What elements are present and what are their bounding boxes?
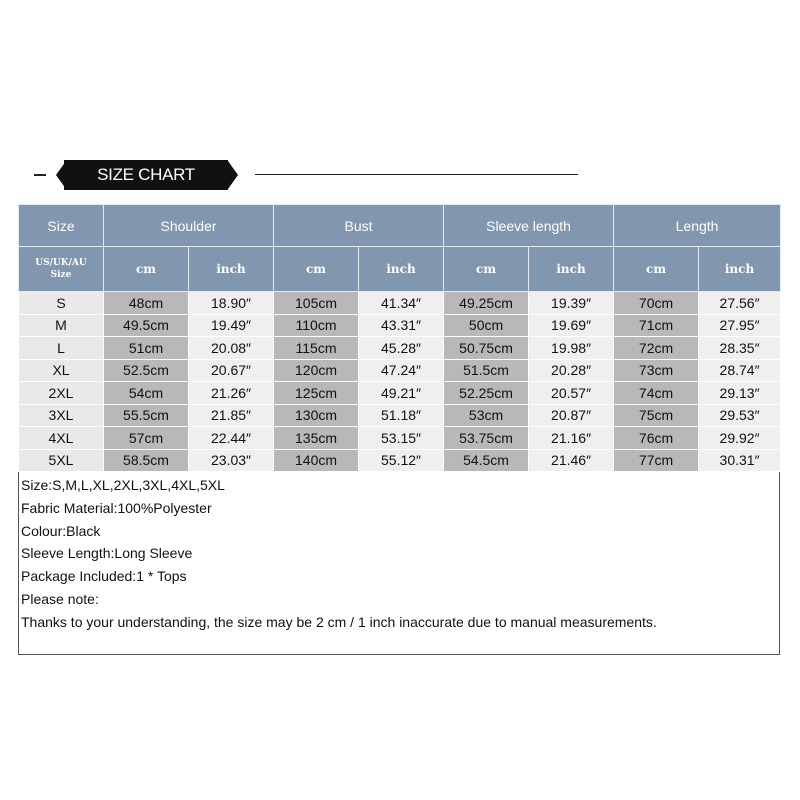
cell-length-inch: 28.35″	[699, 337, 781, 360]
unit-sleeve-inch: inch	[529, 247, 614, 292]
group-header-row	[19, 205, 781, 247]
cell-sleeve-cm: 51.5cm	[444, 359, 529, 382]
cell-bust-inch: 55.12″	[359, 449, 444, 472]
cell-size: 5XL	[19, 449, 104, 472]
cell-length-cm: 77cm	[614, 449, 699, 472]
banner-rule	[255, 174, 578, 175]
cell-shoulder-inch: 22.44″	[189, 427, 274, 450]
cell-length-cm: 72cm	[614, 337, 699, 360]
cell-bust-inch: 41.34″	[359, 292, 444, 315]
cell-bust-inch: 53.15″	[359, 427, 444, 450]
table-row	[19, 404, 781, 427]
cell-length-cm: 70cm	[614, 292, 699, 315]
cell-sleeve-inch: 20.28″	[529, 359, 614, 382]
region-label-line2: Size	[50, 270, 72, 280]
unit-header-row	[19, 247, 781, 292]
cell-sleeve-inch: 19.69″	[529, 314, 614, 337]
cell-size: 3XL	[19, 404, 104, 427]
table-row	[19, 337, 781, 360]
note-line: Colour:Black	[21, 522, 101, 539]
cell-shoulder-inch: 21.85″	[189, 404, 274, 427]
cell-sleeve-cm: 52.25cm	[444, 382, 529, 405]
note-line: Please note:	[21, 590, 99, 607]
cell-sleeve-inch: 19.98″	[529, 337, 614, 360]
banner-title: SIZE CHART	[64, 160, 228, 190]
cell-size: S	[19, 292, 104, 315]
unit-length-cm: cm	[614, 247, 699, 292]
cell-shoulder-cm: 52.5cm	[104, 359, 189, 382]
cell-sleeve-inch: 20.87″	[529, 404, 614, 427]
cell-bust-cm: 130cm	[274, 404, 359, 427]
cell-sleeve-inch: 19.39″	[529, 292, 614, 315]
header-length: Length	[614, 205, 781, 247]
cell-sleeve-inch: 21.46″	[529, 449, 614, 472]
cell-length-cm: 74cm	[614, 382, 699, 405]
cell-length-cm: 73cm	[614, 359, 699, 382]
header-sleeve-length: Sleeve length	[444, 205, 614, 247]
region-size-label	[19, 247, 104, 292]
header-bust: Bust	[274, 205, 444, 247]
cell-length-inch: 29.92″	[699, 427, 781, 450]
cell-shoulder-cm: 57cm	[104, 427, 189, 450]
cell-size: 4XL	[19, 427, 104, 450]
cell-sleeve-cm: 53cm	[444, 404, 529, 427]
header-size: Size	[19, 205, 104, 247]
cell-size: XL	[19, 359, 104, 382]
table-row	[19, 314, 781, 337]
note-line: Thanks to your understanding, the size may be 2 cm / 1 inch inaccurate due to manual measurements.	[21, 613, 657, 630]
cell-sleeve-cm: 50cm	[444, 314, 529, 337]
unit-length-inch: inch	[699, 247, 781, 292]
cell-shoulder-inch: 23.03″	[189, 449, 274, 472]
size-chart-table	[18, 204, 781, 472]
cell-bust-cm: 140cm	[274, 449, 359, 472]
cell-sleeve-cm: 53.75cm	[444, 427, 529, 450]
cell-length-inch: 27.56″	[699, 292, 781, 315]
cell-sleeve-cm: 54.5cm	[444, 449, 529, 472]
cell-bust-cm: 120cm	[274, 359, 359, 382]
cell-shoulder-cm: 49.5cm	[104, 314, 189, 337]
cell-shoulder-cm: 48cm	[104, 292, 189, 315]
cell-length-cm: 76cm	[614, 427, 699, 450]
cell-shoulder-cm: 51cm	[104, 337, 189, 360]
unit-shoulder-inch: inch	[189, 247, 274, 292]
unit-shoulder-cm: cm	[104, 247, 189, 292]
cell-sleeve-inch: 20.57″	[529, 382, 614, 405]
table-row	[19, 292, 781, 315]
region-label-line1: US/UK/AU	[35, 258, 87, 268]
cell-length-cm: 71cm	[614, 314, 699, 337]
cell-sleeve-inch: 21.16″	[529, 427, 614, 450]
table-row	[19, 449, 781, 472]
cell-sleeve-cm: 50.75cm	[444, 337, 529, 360]
note-line: Size:S,M,L,XL,2XL,3XL,4XL,5XL	[21, 477, 225, 493]
cell-size: 2XL	[19, 382, 104, 405]
cell-length-inch: 28.74″	[699, 359, 781, 382]
size-chart-banner	[28, 157, 588, 193]
cell-bust-cm: 125cm	[274, 382, 359, 405]
cell-bust-cm: 115cm	[274, 337, 359, 360]
unit-bust-inch: inch	[359, 247, 444, 292]
cell-shoulder-cm: 55.5cm	[104, 404, 189, 427]
cell-bust-inch: 49.21″	[359, 382, 444, 405]
cell-shoulder-inch: 19.49″	[189, 314, 274, 337]
cell-bust-cm: 105cm	[274, 292, 359, 315]
note-line: Package Included:1 * Tops	[21, 568, 187, 585]
cell-size: M	[19, 314, 104, 337]
cell-length-inch: 29.53″	[699, 404, 781, 427]
cell-sleeve-cm: 49.25cm	[444, 292, 529, 315]
banner-right-arrow	[228, 161, 238, 189]
cell-shoulder-inch: 20.08″	[189, 337, 274, 360]
cell-bust-inch: 45.28″	[359, 337, 444, 360]
cell-shoulder-cm: 54cm	[104, 382, 189, 405]
cell-length-inch: 30.31″	[699, 449, 781, 472]
cell-length-cm: 75cm	[614, 404, 699, 427]
table-row	[19, 382, 781, 405]
cell-length-inch: 29.13″	[699, 382, 781, 405]
cell-bust-cm: 135cm	[274, 427, 359, 450]
unit-bust-cm: cm	[274, 247, 359, 292]
cell-shoulder-cm: 58.5cm	[104, 449, 189, 472]
cell-bust-cm: 110cm	[274, 314, 359, 337]
note-line: Fabric Material:100%Polyester	[21, 499, 212, 516]
header-shoulder: Shoulder	[104, 205, 274, 247]
cell-size: L	[19, 337, 104, 360]
table-row	[19, 359, 781, 382]
product-notes	[21, 474, 771, 634]
cell-bust-inch: 51.18″	[359, 404, 444, 427]
cell-shoulder-inch: 21.26″	[189, 382, 274, 405]
note-line: Sleeve Length:Long Sleeve	[21, 545, 193, 562]
cell-bust-inch: 47.24″	[359, 359, 444, 382]
table-row	[19, 427, 781, 450]
cell-shoulder-inch: 18.90″	[189, 292, 274, 315]
banner-dash	[34, 174, 46, 176]
cell-shoulder-inch: 20.67″	[189, 359, 274, 382]
cell-bust-inch: 43.31″	[359, 314, 444, 337]
cell-length-inch: 27.95″	[699, 314, 781, 337]
unit-sleeve-cm: cm	[444, 247, 529, 292]
